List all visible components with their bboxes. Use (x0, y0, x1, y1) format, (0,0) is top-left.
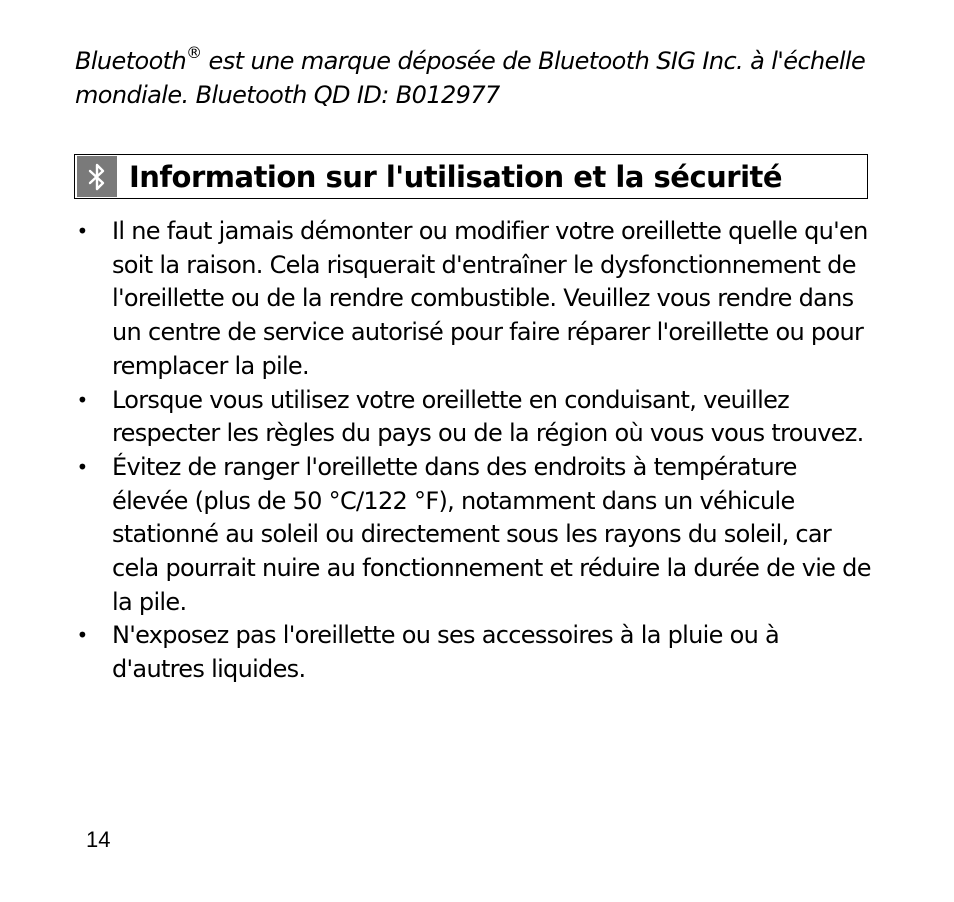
bluetooth-icon (77, 156, 117, 197)
list-item-text: N'exposez pas l'oreillette ou ses accessoires à la pluie ou à d'autres liquides. (112, 621, 780, 684)
bullet-marker: • (76, 454, 88, 479)
list-item (72, 384, 872, 451)
registered-mark: ® (186, 43, 202, 62)
list-item-text: Lorsque vous utilisez votre oreillette en conduisant, veuillez respecter les règles du pays ou de la région où vous vous trouvez. (112, 385, 864, 448)
bullet-marker: • (76, 219, 88, 243)
bullet-marker: • (76, 623, 88, 648)
safety-list (72, 215, 872, 687)
list-item (72, 451, 872, 620)
bullet-marker: • (76, 387, 88, 412)
list-item (72, 619, 872, 686)
list-item-text: Il ne faut jamais démonter ou modifier votre oreillette quelle qu'en soit la raison. Cela risquerait d'entraîner le dysfonctionnement de l'oreillette ou de la rendre combustible. Veuillez vous rendre dans un centre de service autorisé pour faire réparer l'oreillette ou pour remplacer la pile. (112, 217, 868, 380)
intro-text: est une marque déposée de Bluetooth SIG Inc. à l'échelle mondiale. Bluetooth QD ID: B012977 (75, 47, 866, 109)
list-item (72, 215, 872, 384)
page-number: 14 (86, 827, 111, 852)
section-header (74, 154, 868, 199)
list-item-text: Évitez de ranger l'oreillette dans des endroits à température élevée (plus de 50 °C/122 °F), notamment dans un véhicule stationné au soleil ou directement sous les rayons du soleil, car cela pourrait nuire au fonctionnement et réduire la durée de vie de la pile. (112, 452, 871, 616)
brand-name: Bluetooth (75, 47, 187, 75)
section-title: Information sur l'utilisation et la sécurité (129, 159, 783, 194)
intro-paragraph (75, 44, 875, 112)
